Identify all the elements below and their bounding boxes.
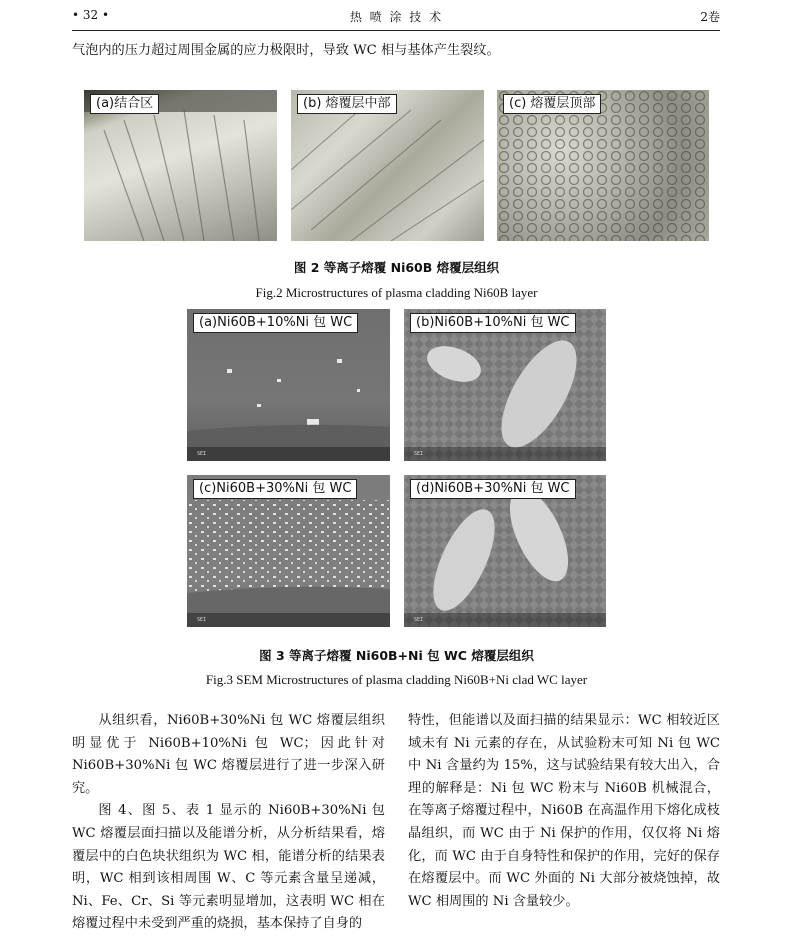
paragraph: 图 4、图 5、表 1 显示的 Ni60B+30%Ni 包 WC 熔覆层面扫描以及能谱分析，从分析结果看，熔覆层中的白色块状组织为 WC 相，能谱分析的结果表明，WC 相到该相周围 W、C 等元素含量呈递减，Ni、Fe、Cr、Si 等元素明显增加，这表明 WC 相在熔覆过程中未受到严重的烧损，基本保持了自身的	[72, 803, 385, 932]
figure2-panel-c-label: (c) 熔覆层顶部	[503, 94, 601, 114]
figure2-panel-b	[291, 90, 484, 241]
figure2-panel-a-label: (a)结合区	[90, 94, 159, 114]
figure3-caption-zh: 图 3 等离子熔覆 Ni60B+Ni 包 WC 熔覆层组织	[259, 648, 534, 663]
figure2-caption-zh: 图 2 等离子熔覆 Ni60B 熔覆层组织	[293, 260, 500, 275]
paragraph: 从组织看，Ni60B+30%Ni 包 WC 熔覆层组织明显优于 Ni60B+10%Ni 包 WC；因此针对 Ni60B+30%Ni 包 WC 熔覆层进行了进一步深入研究。	[72, 713, 385, 796]
left-column	[72, 710, 385, 936]
figure2-caption-en: Fig.2 Microstructures of plasma cladding Ni60B layer	[255, 285, 538, 300]
figure3-panel-a-label: (a)Ni60B+10%Ni 包 WC	[193, 313, 358, 333]
figure3-panel-d	[404, 475, 606, 627]
intro-line: 气泡内的压力超过周围金属的应力极限时，导致 WC 相与基体产生裂纹。	[72, 43, 500, 58]
figure3-caption-en: Fig.3 SEM Microstructures of plasma cladding Ni60B+Ni clad WC layer	[205, 672, 588, 687]
page-number: • 32 •	[72, 8, 110, 22]
figure3-panel-a	[187, 309, 390, 461]
volume-label: 2卷	[700, 10, 720, 24]
figure3-panel-b-label: (b)Ni60B+10%Ni 包 WC	[410, 313, 576, 333]
right-column	[408, 710, 720, 913]
figure3-panel-d-label: (d)Ni60B+30%Ni 包 WC	[410, 479, 576, 499]
journal-title: 热 喷 涂 技 术	[349, 10, 444, 24]
sem-databar: SEI	[404, 447, 606, 461]
figure2-panel-c	[497, 90, 709, 241]
figure3-panel-b	[404, 309, 606, 461]
figure3-panel-c-label: (c)Ni60B+30%Ni 包 WC	[193, 479, 357, 499]
header-rule	[72, 30, 720, 31]
sem-databar: SEI	[404, 613, 606, 627]
figure2-panel-b-label: (b) 熔覆层中部	[297, 94, 397, 114]
sem-databar: SEI	[187, 613, 390, 627]
figure3-panel-c	[187, 475, 390, 627]
figure2-panel-a	[84, 90, 277, 241]
paragraph: 特性，但能谱以及面扫描的结果显示：WC 相较近区域未有 Ni 元素的存在，从试验粉末可知 Ni 包 WC 中 Ni 含量约为 15%，这与试验结果有较大出入，合理的解释是：Ni 包 WC 粉末与 Ni60B 机械混合，在等离子熔覆过程中，Ni60B 在高温作用下熔化成枝晶组织，而 WC 由于 Ni 保护的作用，仅仅将 Ni 熔化，而 WC 由于自身特性和保护的作用，完好的保存在熔覆层中。而 WC 外面的 Ni 大部分被烧蚀掉，故 WC 相周围的 Ni 含量较少。	[408, 713, 720, 909]
sem-databar: SEI	[187, 447, 390, 461]
